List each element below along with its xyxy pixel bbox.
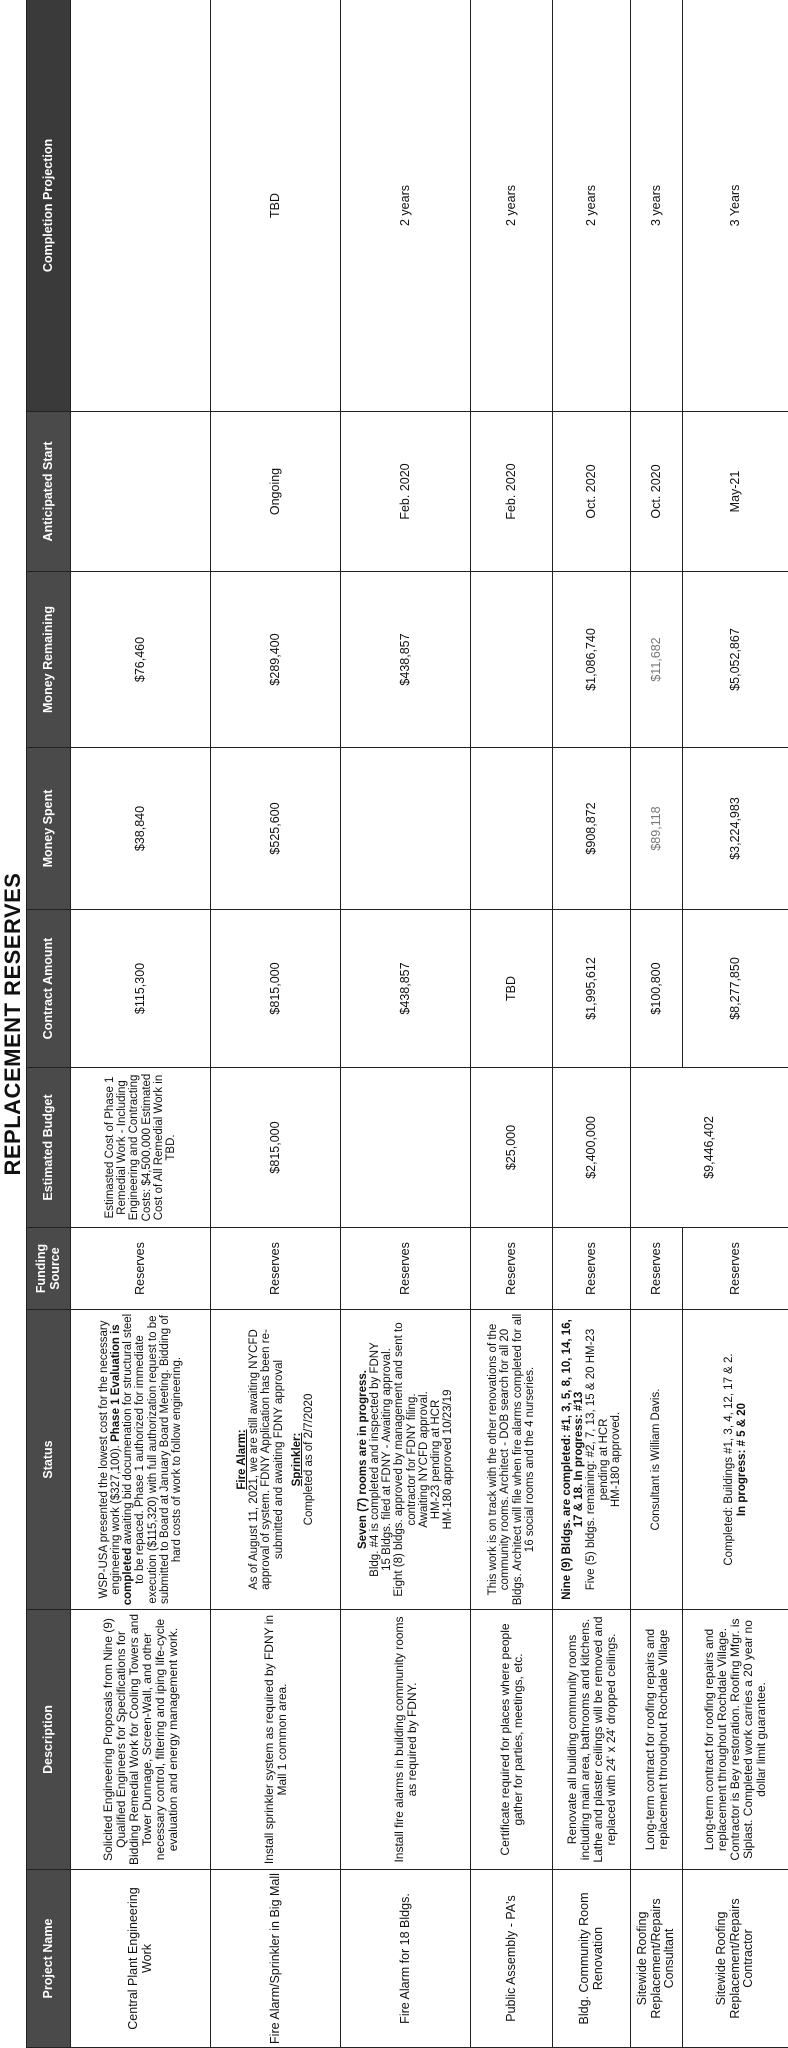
- status-text: As of August 11, 2021, we are still awaiting NYCFD approval of system. FDNY Application has been re-submitted and awaiting FDNY approval: [248, 1329, 285, 1590]
- cell-project-name: Fire Alarm/Sprinkler in Big Mall: [211, 1870, 341, 2048]
- cell-money-remaining: $11,682: [631, 572, 683, 748]
- table-row: [683, 0, 788, 2048]
- status-text: HM-23 pending at HCR: [429, 1399, 442, 1520]
- cell-project-name: Fire Alarm for 18 Bldgs.: [341, 1870, 471, 2048]
- status-text: Eight (8) bldgs. approved by management and sent to contractor for FDNY filing.: [393, 1322, 418, 1597]
- status-text: Completed: Buildings #1, 3, 4, 12, 17 & 2.: [723, 1353, 736, 1566]
- cell-funding-source: Reserves: [683, 1228, 788, 1310]
- table-row: [471, 0, 553, 2048]
- cell-description: Install sprinkler system as required by FDNY in Mall 1 common area.: [211, 1610, 341, 1870]
- cell-anticipated-start: Feb. 2020: [471, 412, 553, 572]
- table-row: [553, 0, 631, 2048]
- status-heading: Nine (9) Bldgs. are completed: #1, 3, 5, 8, 10, 14, 16, 17 & 18. In progress: #13: [560, 1319, 586, 1600]
- cell-anticipated-start: Oct. 2020: [631, 412, 683, 572]
- cell-completion-projection: 2 years: [553, 0, 631, 412]
- cell-funding-source: Reserves: [71, 1228, 211, 1310]
- cell-funding-source: Reserves: [553, 1228, 631, 1310]
- status-text: WSP-USA presented the lowest cost for the necessary engineering work ($327,100).: [97, 1320, 122, 1599]
- status-text: Awaiting NYCFD approval.: [417, 1391, 430, 1528]
- status-text: awaiting bid documenation for structural steel to be repaced. Phase 1 authorized for immediate execution ($115,320) with full authorization request to be submitted to Board at January Board Meeting. Bidding of hard costs of work to follow engineering.: [122, 1313, 183, 1604]
- cell-status: Consultant is William Davis.: [631, 1310, 683, 1610]
- status-text: 15 Bldgs. filed at FDNY - Awaiting approval.: [381, 1348, 394, 1571]
- status-text: Completed as of 2/7/2020: [302, 1393, 315, 1526]
- status-heading: Sprinkler:: [290, 1432, 303, 1487]
- col-header-money-remaining: Money Remaining: [27, 572, 71, 748]
- table-row: [341, 0, 471, 2048]
- cell-money-spent: $89,118: [631, 748, 683, 910]
- cell-project-name: Public Assembly - PA's: [471, 1870, 553, 2048]
- cell-money-spent: $908,872: [553, 748, 631, 910]
- cell-completion-projection: 2 years: [471, 0, 553, 412]
- col-header-money-spent: Money Spent: [27, 748, 71, 910]
- table-row: [71, 0, 211, 2048]
- cell-contract-amount: TBD: [471, 910, 553, 1068]
- cell-money-spent: $525,600: [211, 748, 341, 910]
- cell-funding-source: Reserves: [211, 1228, 341, 1310]
- cell-description: Renovate all building community rooms including main area, bathrooms and kitchens. Lathe and plaster ceilings will be removed and replaced with 24' x 24' dropped ceilings.: [553, 1610, 631, 1870]
- reserves-table: [26, 0, 788, 2048]
- cell-status: This work is on track with the other renovations of the community rooms. Architect - DOB search for all 20 Bldgs. Architect will file when fire alarms completed for all 16 social rooms and the 4 nurseries.: [471, 1310, 553, 1610]
- cell-project-name: Sitewide Roofing Replacement/Repairs Contractor: [683, 1870, 788, 2048]
- cell-money-remaining: $1,086,740: [553, 572, 631, 748]
- status-text: HM-180 approved 10/23/19: [442, 1389, 455, 1530]
- cell-status: [211, 1310, 341, 1610]
- cell-description: Long-term contract for roofing repairs and replacement throughout Rochdale Village. Contractor is Bey restoration. Roofing Mfgr. is Siplast. Completed work carries a 20 year no dollar limit guarantee.: [683, 1610, 788, 1870]
- cell-money-remaining: $289,400: [211, 572, 341, 748]
- cell-project-name: Central Plant Engineering Work: [71, 1870, 211, 2048]
- cell-completion-projection: 3 years: [631, 0, 683, 412]
- status-heading: Seven (7) rooms are in progress.: [356, 1370, 369, 1549]
- status-text: HM-180 approved.: [609, 1411, 622, 1508]
- col-header-contract-amount: Contract Amount: [27, 910, 71, 1068]
- cell-anticipated-start: Feb. 2020: [341, 412, 471, 572]
- cell-status: [71, 1310, 211, 1610]
- cell-anticipated-start: May-21: [683, 412, 788, 572]
- cell-estimated-budget: $2,400,000: [553, 1068, 631, 1228]
- cell-project-name: Sitewide Roofing Replacement/Repairs Consultant: [631, 1870, 683, 2048]
- cell-money-remaining: $76,460: [71, 572, 211, 748]
- cell-completion-projection: TBD: [211, 0, 341, 412]
- cell-money-spent: $38,840: [71, 748, 211, 910]
- cell-estimated-budget: $815,000: [211, 1068, 341, 1228]
- cell-funding-source: Reserves: [471, 1228, 553, 1310]
- col-header-funding-source: Funding Source: [27, 1228, 71, 1310]
- page-title: REPLACEMENT RESERVES: [0, 872, 25, 1176]
- col-header-completion-projection: Completion Projection: [27, 0, 71, 412]
- status-heading: In progress: # 5 & 20: [735, 1402, 748, 1517]
- header-row: [27, 0, 71, 2048]
- cell-description: Install fire alarms in building community rooms as required by FDNY.: [341, 1610, 471, 1870]
- cell-estimated-budget: $9,446,402: [631, 1068, 788, 1228]
- cell-money-spent: [471, 748, 553, 910]
- cell-contract-amount: $438,857: [341, 910, 471, 1068]
- cell-status: [341, 1310, 471, 1610]
- cell-project-name: Bldg. Community Room Renovation: [553, 1870, 631, 2048]
- cell-estimated-budget: $25,000: [471, 1068, 553, 1228]
- cell-money-remaining: $438,857: [341, 572, 471, 748]
- cell-description: Certificate required for places where people gather for parties, meetings, etc.: [471, 1610, 553, 1870]
- cell-description: Solicited Engineering Proposals from Nine (9) Qualified Engineers for Specifications for Bidding Remedial Work for Cooling Towers and Tower Dunnage, Screen-Wall, and other necessary control, filtering and iping life-cycle evaluation and energy management work.: [71, 1610, 211, 1870]
- cell-anticipated-start: Oct. 2020: [553, 412, 631, 572]
- cell-completion-projection: [71, 0, 211, 412]
- table-row: [631, 0, 683, 2048]
- cell-status: [553, 1310, 631, 1610]
- cell-contract-amount: $115,300: [71, 910, 211, 1068]
- cell-contract-amount: $8,277,850: [683, 910, 788, 1068]
- col-header-description: Description: [27, 1610, 71, 1870]
- table-row: [211, 0, 341, 2048]
- col-header-status: Status: [27, 1310, 71, 1610]
- cell-money-remaining: $5,052,867: [683, 572, 788, 748]
- status-text: Bldg. #4 is completed and inspected by FDNY: [368, 1342, 381, 1577]
- cell-contract-amount: $100,800: [631, 910, 683, 1068]
- cell-estimated-budget: Estimasted Cost of Phase 1 Remedial Work - Including Engineering and Contracting Costs: $4,500,000 Estimated Cost of All Remedial Work in TBD.: [71, 1068, 211, 1228]
- col-header-project-name: Project Name: [27, 1870, 71, 2048]
- cell-contract-amount: $1,995,612: [553, 910, 631, 1068]
- status-heading: Fire Alarm:: [235, 1429, 248, 1490]
- cell-estimated-budget: [341, 1068, 471, 1228]
- cell-funding-source: Reserves: [341, 1228, 471, 1310]
- cell-anticipated-start: Ongoing: [211, 412, 341, 572]
- cell-money-spent: [341, 748, 471, 910]
- cell-money-remaining: [471, 572, 553, 748]
- cell-contract-amount: $815,000: [211, 910, 341, 1068]
- cell-money-spent: $3,224,983: [683, 748, 788, 910]
- cell-description: Long-term contract for roofing repairs and replacement throughout Rochdale Village: [631, 1610, 683, 1870]
- col-header-anticipated-start: Anticipated Start: [27, 412, 71, 572]
- status-highlight: Phase 1 Evaluation is completed: [109, 1324, 135, 1606]
- status-text: Five (5) bldgs. remaining: #2, 7, 13, 15 & 20 HM-23 pending at HCR: [585, 1328, 610, 1591]
- cell-status: [683, 1310, 788, 1610]
- cell-completion-projection: 2 years: [341, 0, 471, 412]
- cell-funding-source: Reserves: [631, 1228, 683, 1310]
- col-header-estimated-budget: Estimated Budget: [27, 1068, 71, 1228]
- cell-completion-projection: 3 Years: [683, 0, 788, 412]
- cell-anticipated-start: [71, 412, 211, 572]
